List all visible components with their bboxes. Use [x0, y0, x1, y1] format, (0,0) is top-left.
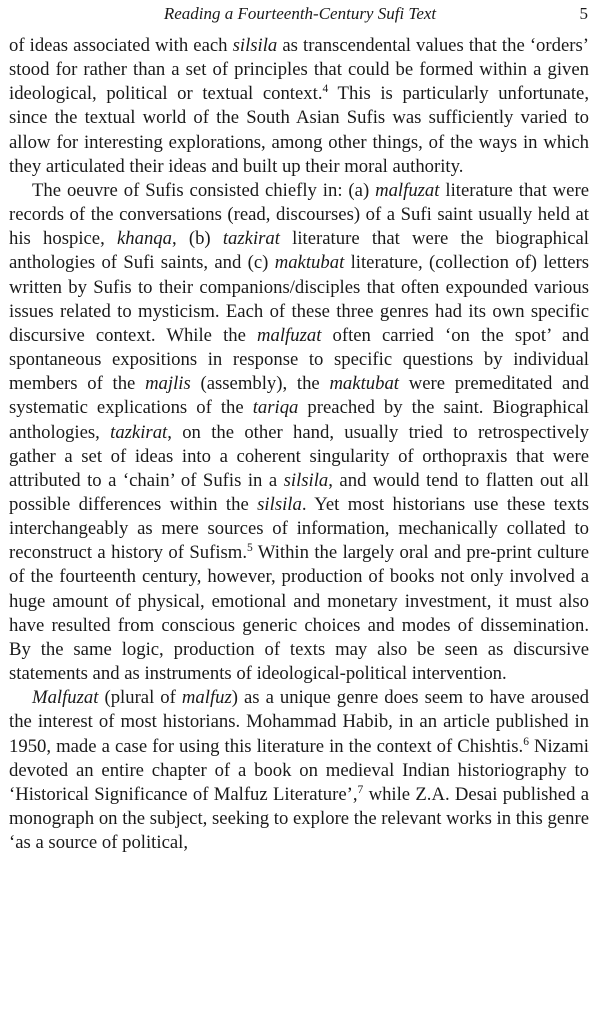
- text-run: as transcendental values that the ‘orders’ stood for rather than a set of principles that could be formed within a given ideological, political or textual context.: [9, 35, 589, 105]
- text-run: literature that were the biographical anthologies of Sufi saints, and (c): [9, 228, 589, 274]
- italic-term: maktubat: [329, 373, 399, 395]
- italic-term: malfuzat: [375, 179, 440, 201]
- text-run: literature that were records of the conversations (read, discourses) of a Sufi saint usually held at his hospice,: [9, 179, 589, 250]
- footnote-ref: 5: [247, 542, 253, 555]
- text-run: of ideas associated with each: [9, 35, 233, 56]
- italic-term: Malfuzat: [32, 687, 99, 709]
- text-run: (plural of: [98, 687, 182, 709]
- italic-term: tazkirat: [222, 228, 280, 250]
- text-run: preached by the saint. Biographical anthologies,: [9, 397, 589, 443]
- paragraph-2: [9, 179, 589, 686]
- italic-term: majlis: [145, 373, 191, 395]
- text-run: were premeditated and systematic explications of the: [9, 373, 589, 419]
- text-run: while Z.A. Desai published a monograph on the subject, seeking to explore the relevant works in this genre ‘as a source of political,: [9, 783, 589, 854]
- paragraph-3: [9, 686, 589, 855]
- italic-term: tariqa: [252, 397, 299, 419]
- page-number: 5: [579, 4, 588, 23]
- text-run: The oeuvre of Sufis consisted chiefly in: (a): [32, 179, 376, 201]
- italic-term: silsila: [283, 469, 329, 491]
- italic-term: silsila: [232, 35, 278, 56]
- text-run: . Yet most historians use these texts interchangeably as mere sources of information, mechanically collated to reconstruct a history of Sufism.: [9, 493, 589, 564]
- text-run: ) as a unique genre does seem to have aroused the interest of most historians. Mohammad Habib, in an article published in 1950, made a case for using this literature in the context of Chishtis.: [9, 687, 589, 757]
- running-header: [0, 2, 600, 28]
- text-run: Nizami devoted an entire chapter of a book on medieval Indian historiography to ‘Historical Significance of Malfuz Literature’,: [9, 735, 589, 805]
- text-run: , (b): [171, 228, 223, 250]
- footnote-ref: 7: [357, 783, 364, 796]
- text-run: , and would tend to flatten out all possible differences within the: [9, 469, 589, 515]
- text-run: (assembly), the: [190, 373, 330, 395]
- italic-term: khanqa: [116, 228, 172, 250]
- text-run: Within the largely oral and pre-print culture of the fourteenth century, however, production of books not only involved a huge amount of physical, emotional and monetary investment, it must also have resulted from conscious generic choices and modes of dissemination. By the same logic, production of texts may also be seen as discursive statements and as instruments of ideological-political intervention.: [9, 542, 589, 685]
- body-text: [9, 34, 589, 855]
- text-run: often carried ‘on the spot’ and spontaneous expositions in response to specific questions by individual members of the: [9, 324, 589, 395]
- text-run: , on the other hand, usually tried to retrospectively gather a set of ideas into a coherent singularity of orthopraxis that were attributed to a ‘chain’ of Sufis in a: [9, 421, 589, 491]
- text-run: literature, (collection of) letters written by Sufis to their companions/disciples that often expounded various issues related to mysticism. Each of these three genres had its own specific discursive context. While the: [9, 252, 589, 346]
- text-run: This is particularly unfortunate, since the textual world of the South Asian Sufis was sufficiently varied to allow for interesting explorations, among other things, of the ways in which they articulated their ideas and built up their moral authority.: [9, 83, 589, 177]
- footnote-ref: 4: [322, 83, 329, 96]
- italic-term: maktubat: [274, 252, 345, 274]
- italic-term: silsila: [257, 493, 302, 515]
- italic-term: malfuzat: [257, 324, 322, 346]
- running-title: Reading a Fourteenth-Century Sufi Text: [163, 4, 437, 23]
- footnote-ref: 6: [523, 735, 529, 748]
- paragraph-1: [9, 34, 589, 179]
- italic-term: malfuz: [181, 687, 232, 709]
- italic-term: tazkirat: [110, 421, 168, 443]
